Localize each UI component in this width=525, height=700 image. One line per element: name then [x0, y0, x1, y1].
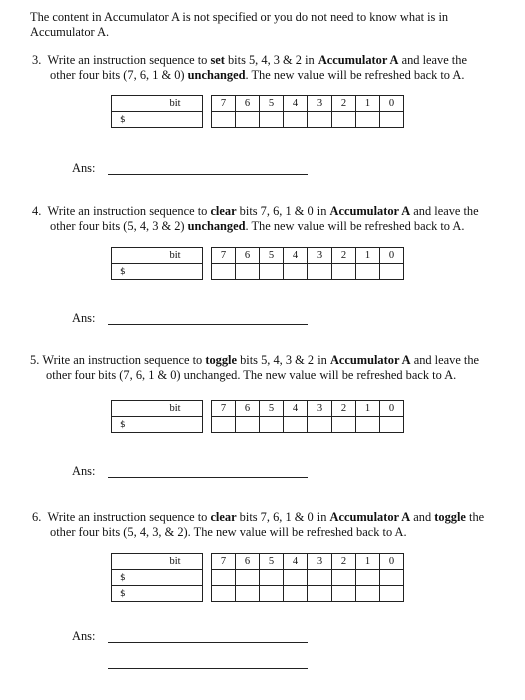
question-3-line-2: other four bits (7, 6, 1 & 0) unchanged. The new value will be refreshed back to A.: [50, 68, 465, 82]
question-6-line-2: other four bits (5, 4, 3, & 2). The new value will be refreshed back to A.: [50, 525, 407, 539]
question-5-line-1: 5. Write an instruction sequence to toggle bits 5, 4, 3 & 2 in Accumulator A and leave the: [30, 353, 480, 367]
hex-prefix: $: [112, 586, 203, 602]
answer-line-q5[interactable]: [108, 477, 308, 478]
hex-prefix: $: [112, 570, 203, 586]
intro-line-2: Accumulator A.: [30, 25, 110, 39]
answer-line-q4[interactable]: [108, 324, 308, 325]
hex-prefix: $: [112, 417, 203, 433]
hex-prefix: $: [112, 264, 203, 280]
answer-label-q5: Ans:: [72, 464, 96, 478]
bit-value-row: [112, 570, 404, 586]
answer-label-q6: Ans:: [72, 629, 96, 643]
bit-value-row: [112, 586, 404, 602]
bit-table-q3: [111, 95, 404, 128]
bit-header-row: bit 7 6 5 4 3 2 1 0: [112, 96, 404, 112]
bit-header-row: bit 7 6 5 4 3 2 1 0: [112, 554, 404, 570]
bit-header-row: bit 7 6 5 4 3 2 1 0: [112, 401, 404, 417]
bit-label: bit: [148, 554, 203, 570]
bit-header-row: bit 7 6 5 4 3 2 1 0: [112, 248, 404, 264]
intro-line-1: The content in Accumulator A is not specified or you do not need to know what is in: [30, 10, 449, 24]
question-4-line-2: other four bits (5, 4, 3 & 2) unchanged. The new value will be refreshed back to A.: [50, 219, 465, 233]
question-3-line-1: 3. Write an instruction sequence to set bits 5, 4, 3 & 2 in Accumulator A and leave the: [32, 53, 467, 67]
question-5-line-2: other four bits (7, 6, 1 & 0) unchanged. The new value will be refreshed back to A.: [46, 368, 457, 382]
answer-label-q4: Ans:: [72, 311, 96, 325]
answer-line-q6-1[interactable]: [108, 642, 308, 643]
question-4-line-1: 4. Write an instruction sequence to clear bits 7, 6, 1 & 0 in Accumulator A and leave the: [32, 204, 479, 218]
bit-value-row: [112, 264, 404, 280]
bit-value-row: [112, 112, 404, 128]
bit-value-row: [112, 417, 404, 433]
bit-table-q4: [111, 247, 404, 280]
answer-line-q3[interactable]: [108, 174, 308, 175]
question-6-line-1: 6. Write an instruction sequence to clear bits 7, 6, 1 & 0 in Accumulator A and toggle the: [32, 510, 485, 524]
bit-label: bit: [148, 401, 203, 417]
answer-line-q6-2[interactable]: [108, 668, 308, 669]
answer-label-q3: Ans:: [72, 161, 96, 175]
hex-prefix: $: [112, 112, 203, 128]
bit-label: bit: [148, 248, 203, 264]
bit-table-q6: [111, 553, 404, 602]
bit-label: bit: [148, 96, 203, 112]
bit-table-q5: [111, 400, 404, 433]
